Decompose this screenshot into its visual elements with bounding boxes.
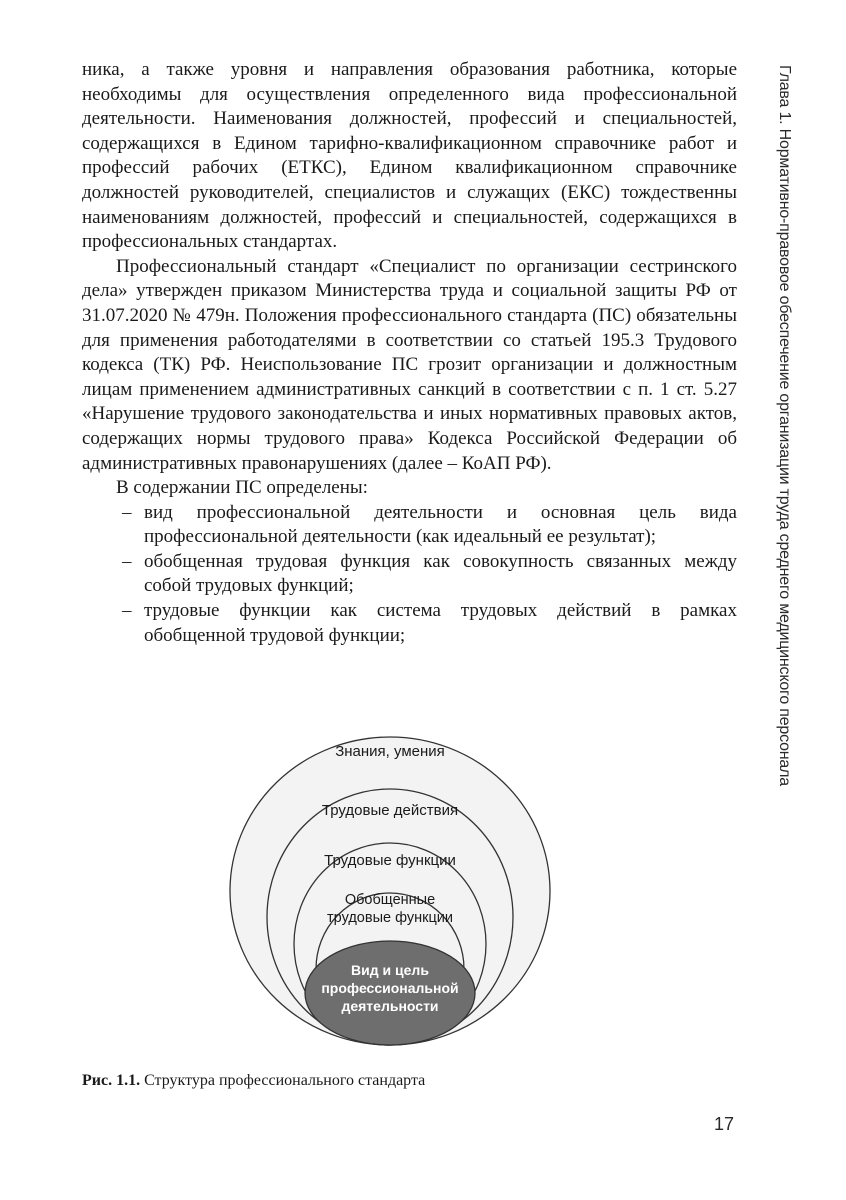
caption-text: Структура профессионального стандарта bbox=[144, 1072, 426, 1089]
running-chapter-header: Глава 1. Нормативно-правовое обеспечение организации труда среднего медицинского персонала bbox=[776, 65, 793, 786]
list-item: – обобщенная трудовая функция как совокупность связанных между собой трудовых функций; bbox=[144, 550, 737, 599]
core-label-2: профессиональной bbox=[321, 980, 459, 996]
page-body bbox=[82, 58, 737, 648]
nested-circles-diagram bbox=[220, 722, 560, 1052]
core-label-1: Вид и цель bbox=[351, 962, 429, 978]
paragraph-2: Профессиональный стандарт «Специалист по организации сестринского дела» утвержден приказом Министерства труда и социальной защиты РФ от 31.07.2020 № 479н. Положения профессионального стандарта (ПС) обязательны для применения работодателями в соответствии со статьей 195.3 Трудового кодекса (ТК) РФ. Неиспользование ПС грозит организации и должностным лицам применением административных санкций в соответствии с п. 1 ст. 5.27 «Нарушение трудового законодательства и иных нормативных правовых актов, содержащих нормы трудового права» Кодекса Российской Федерации об административных правонарушениях (далее – КоАП РФ). bbox=[82, 255, 737, 474]
ring-label-actions: Трудовые действия bbox=[321, 802, 459, 819]
list-item: – вид профессиональной деятельности и основная цель вида профессиональной деятельности (как идеальный ее результат); bbox=[144, 501, 737, 550]
definition-list bbox=[82, 501, 737, 649]
ring-label-functions: Трудовые функции bbox=[324, 852, 456, 869]
ring-label-knowledge: Знания, умения bbox=[335, 743, 445, 760]
ring-label-generalized-2: трудовые функции bbox=[327, 910, 453, 926]
paragraph-3: В содержании ПС определены: bbox=[116, 477, 368, 499]
list-item: – трудовые функции как система трудовых действий в рамках обобщенной трудовой функции; bbox=[144, 599, 737, 648]
page-number: 17 bbox=[714, 1114, 735, 1134]
figure-caption bbox=[82, 1072, 425, 1090]
figure-structure-diagram bbox=[220, 722, 560, 1052]
core-label-3: деятельности bbox=[341, 998, 439, 1014]
paragraph-1: ника, а также уровня и направления образования работника, которые необходимы для осуществления определенного вида профессиональной деятельности. Наименования должностей, профессий и специальностей, содержащихся в Едином тарифно-квалификационном справочнике работ и профессий рабочих (ЕТКС), Едином квалификационном справочнике должностей руководителей, специалистов и служащих (ЕКС) тождественны наименованиям должностей, профессий и специальностей, содержащихся в профессиональных стандартах. bbox=[82, 59, 737, 253]
caption-label: Рис. 1.1. bbox=[82, 1072, 141, 1089]
ring-label-generalized-1: Обобщенные bbox=[344, 892, 436, 908]
